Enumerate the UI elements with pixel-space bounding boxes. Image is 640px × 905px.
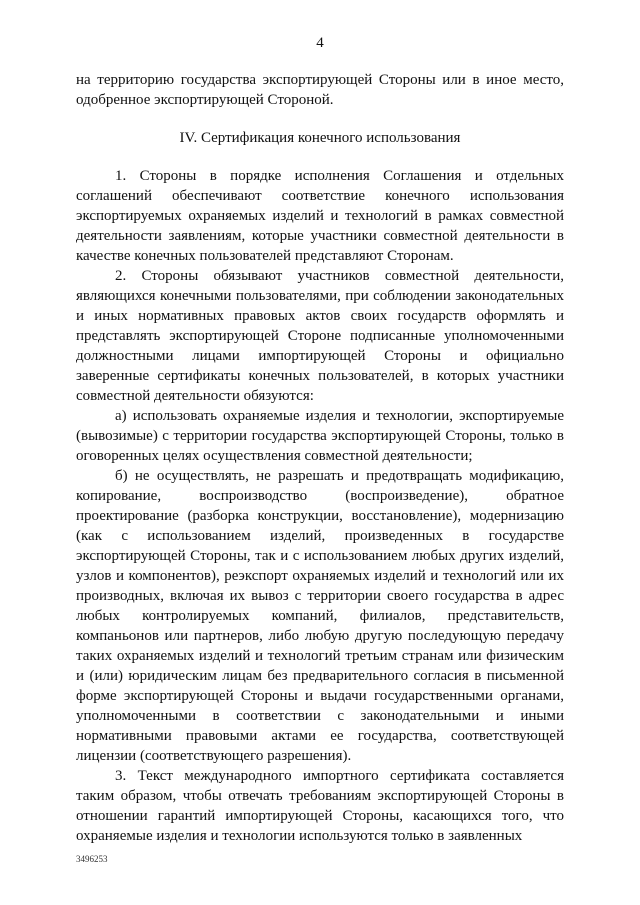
- document-body: [76, 70, 564, 846]
- page-number: 4: [316, 35, 324, 51]
- section-heading: IV. Сертификация конечного использования: [179, 130, 461, 146]
- subparagraph-b: б) не осуществлять, не разрешать и предотвращать модификацию, копирование, воспроизводство (воспроизведение), обратное проектирование (разборка конструкции, восстановление), модернизацию (как с использованием изделий, произведенных в государстве экспортирующей Стороны, так и с использованием любых других изделий, узлов и компонентов), реэкспорт охраняемых изделий и технологий или их производных, включая их вывоз с территории своего государства в адрес любых контролируемых компаний, филиалов, представительств, компаньонов или партнеров, либо любую другую последующую передачу таких охраняемых изделий и технологий третьим странам или физическим и (или) юридическим лицам без предварительного согласия в письменной форме экспортирующей Стороны и выдачи государственными органами, уполномоченными в соответствии с законодательными и иными нормативными правовыми актами ее государства, соответствующей лицензии (соответствующего разрешения).: [76, 468, 564, 764]
- paragraph-1: 1. Стороны в порядке исполнения Соглашения и отдельных соглашений обеспечивают соответствие конечного использования экспортируемых охраняемых изделий и технологий в рамках совместной деятельности заявлениям, которые участники совместной деятельности в качестве конечных пользователей представляют Сторонам.: [76, 168, 564, 264]
- subparagraph-a: а) использовать охраняемые изделия и технологии, экспортируемые (вывозимые) с территории государства экспортирующей Стороны, только в оговоренных целях осуществления совместной деятельности;: [76, 408, 564, 464]
- document-code: 3496253: [76, 854, 108, 864]
- paragraph-2: 2. Стороны обязывают участников совместной деятельности, являющихся конечными пользователями, при соблюдении законодательных и иных нормативных правовых актов своих государств оформлять и представлять экспортирующей Стороне подписанные уполномоченными должностными лицами импортирующей Стороны и официально заверенные сертификаты конечных пользователей, в которых участники совместной деятельности обязуются:: [76, 268, 564, 404]
- intro-paragraph: на территорию государства экспортирующей Стороны или в иное место, одобренное экспортирующей Стороной.: [76, 72, 564, 108]
- paragraph-3: 3. Текст международного импортного сертификата составляется таким образом, чтобы отвечать требованиям экспортирующей Стороны в отношении гарантий импортирующей Стороны, касающихся того, что охраняемые изделия и технологии используются только в заявленных: [76, 768, 564, 844]
